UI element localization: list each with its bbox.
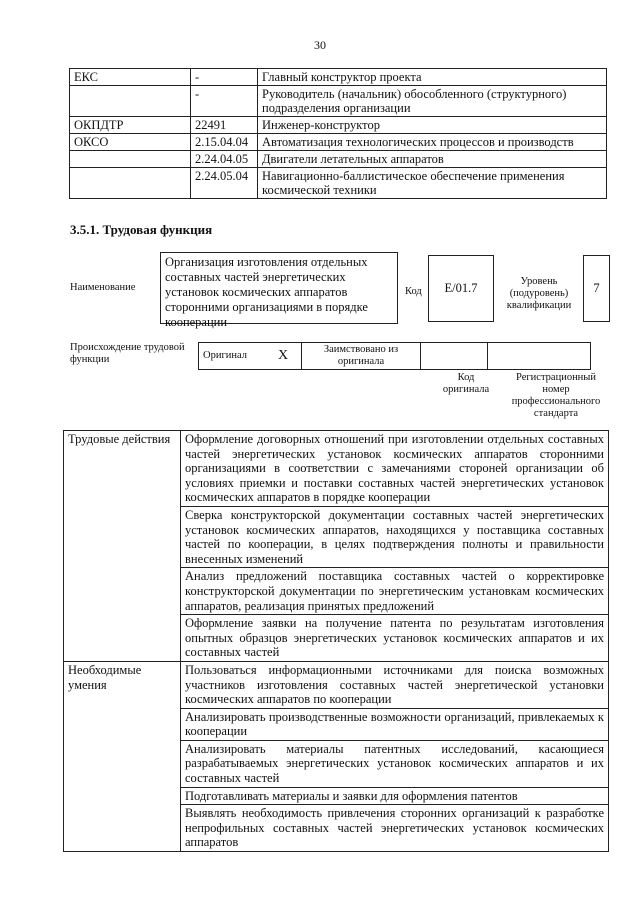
labor-action-item: Анализ предложений поставщика составных частей о корректировке конструкторской документации по энергетическим установкам космических аппаратов, реализация принятых предложений [181,568,609,615]
registration-number-cell [488,343,591,370]
table-row [70,134,607,151]
table-cell: ОКСО [70,134,191,151]
skill-item: Пользоваться информационными источниками для поиска возможных участников изготовления составных частей энергетической установки космических аппаратов по кооперации [181,661,609,708]
table-cell: Автоматизация технологических процессов и производств [258,134,607,151]
qualification-level-label: Уровень (подуровень) квалификации [506,276,572,311]
labor-function-table [63,430,609,852]
original-code-cell [421,343,488,370]
original-mark: X [265,343,302,370]
labor-action-item: Сверка конструкторской документации составных частей энергетических установок космических аппаратов, находящихся у поставщика составных частей по кооперации, в целях подтверждения полноты и правильности внесенных изменений [181,506,609,567]
section-heading: 3.5.1. Трудовая функция [70,222,213,237]
registration-number-label: Регистрационный номер профессионального стандарта [511,372,601,419]
table-cell [70,168,191,199]
skill-item: Анализировать материалы патентных исследований, касающиеся разрабатываемых энергетических установок космических аппаратов и их составных частей [181,740,609,787]
table-cell: 2.24.04.05 [191,151,258,168]
origin-label: Происхождение трудовой функции [70,342,185,365]
table-cell [70,86,191,117]
table-cell: - [191,69,258,86]
table-cell: ОКПДТР [70,117,191,134]
table-cell: 22491 [191,117,258,134]
borrowed-label: Заимствовано из оригинала [302,343,421,370]
skill-item: Выявлять необходимость привлечения сторонних организаций к разработке непрофильных составных частей энергетических установок космических аппаратов [181,805,609,852]
table-cell: Навигационно-баллистическое обеспечение применения космической техники [258,168,607,199]
table-cell: 2.15.04.04 [191,134,258,151]
table-cell: - [191,86,258,117]
qualification-level-value: 7 [583,255,610,322]
table-row [64,431,609,507]
page-number: 30 [314,38,326,52]
table-row [199,343,591,370]
skills-label: Необходимые умения [64,661,181,851]
origin-table [198,342,591,370]
table-cell: Руководитель (начальник) обособленного (структурного) подразделения организации [258,86,607,117]
name-label: Наименование [70,282,136,293]
table-cell: 2.24.05.04 [191,168,258,199]
table-cell: Инженер-конструктор [258,117,607,134]
skill-item: Анализировать производственные возможности организаций, привлекаемых к кооперации [181,708,609,740]
function-name-value: Организация изготовления отдельных составных частей энергетических установок космических аппаратов сторонними организациями в порядке кооперации [160,252,398,324]
table-row [70,117,607,134]
original-code-label: Код оригинала [442,372,490,395]
table-row [70,151,607,168]
table-row [70,69,607,86]
table-row [64,661,609,708]
table-row [70,86,607,117]
labor-actions-label: Трудовые действия [64,431,181,662]
table-cell [70,151,191,168]
table-row [70,168,607,199]
labor-action-item: Оформление договорных отношений при изготовлении отдельных составных частей энергетических установок космических аппаратов сторонними организациями в соответствии с замечаниями стороней организации об условиях приемки и поставки составных частей энергетических установок космических аппаратов в порядке кооперации [181,431,609,507]
original-label: Оригинал [199,343,266,370]
table-cell: Двигатели летательных аппаратов [258,151,607,168]
table-cell: ЕКС [70,69,191,86]
function-code-value: E/01.7 [428,255,494,322]
table-cell: Главный конструктор проекта [258,69,607,86]
code-label: Код [405,286,422,297]
skill-item: Подготавливать материалы и заявки для оформления патентов [181,787,609,805]
classification-table [69,68,607,199]
labor-action-item: Оформление заявки на получение патента по результатам изготовления опытных образцов энергетических установок космических аппаратов и их составных частей [181,615,609,662]
